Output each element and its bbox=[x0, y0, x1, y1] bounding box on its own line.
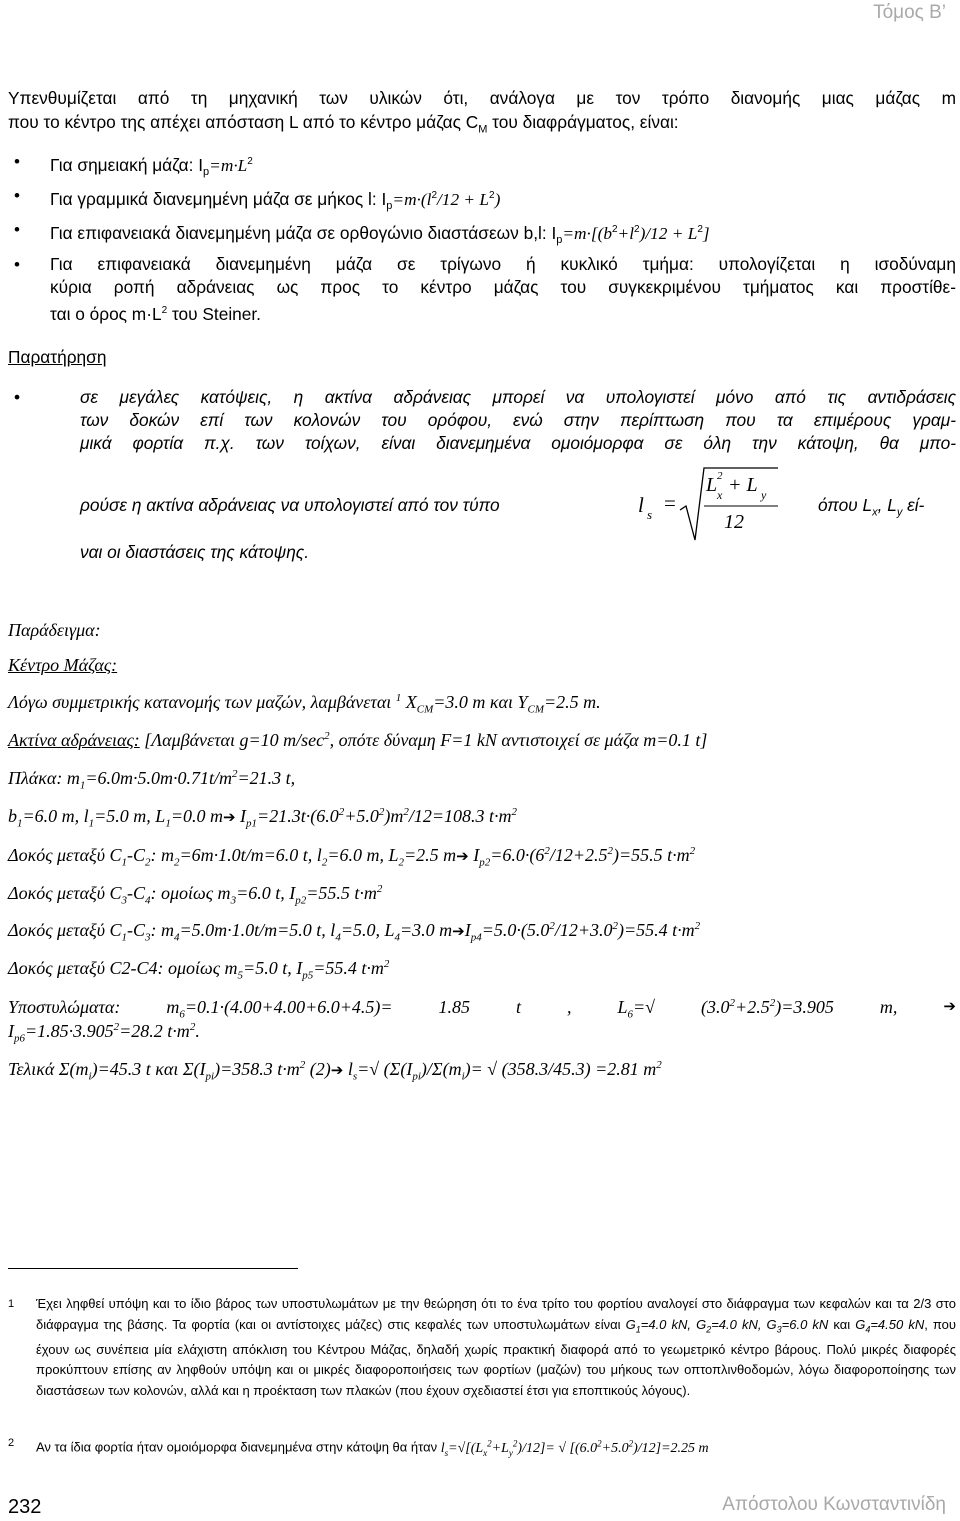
superscript: 2 bbox=[489, 190, 495, 202]
running-footer-author: Απόστολου Κωνσταντινίδη bbox=[722, 1494, 946, 1515]
example-text: =5.0 m, L bbox=[94, 806, 166, 826]
superscript: 2 bbox=[113, 1021, 120, 1033]
subscript: pi bbox=[412, 1070, 421, 1083]
superscript: 2 bbox=[689, 845, 696, 857]
footnote-text: =√[(L bbox=[448, 1440, 484, 1456]
subscript: p bbox=[556, 234, 563, 247]
example-text: =5.0·(5.0 bbox=[481, 920, 550, 940]
columns-line bbox=[8, 997, 956, 1021]
subscript: CM bbox=[527, 703, 545, 716]
example-text: Υποστυλώματα: bbox=[8, 997, 121, 1017]
subscript: 4 bbox=[145, 894, 151, 907]
subscript: s bbox=[444, 1447, 449, 1458]
example-text: )=55.4 t·m bbox=[618, 920, 695, 940]
subscript: 1 bbox=[165, 817, 171, 830]
subscript: p4 bbox=[470, 931, 482, 944]
subscript: p1 bbox=[246, 817, 258, 830]
superscript: 2 bbox=[597, 1438, 602, 1448]
subscript: 1 bbox=[88, 817, 95, 830]
example-text: L bbox=[617, 997, 628, 1017]
subscript: p5 bbox=[302, 969, 314, 982]
example-text: Λόγω συμμετρικής κατανομής των μαζών, λαμβάνεται bbox=[8, 692, 396, 712]
superscript: 2 bbox=[544, 845, 550, 857]
arrow-right-icon: ➔ bbox=[222, 808, 236, 826]
example-text: I bbox=[464, 920, 471, 940]
footnote-text: G bbox=[855, 1316, 866, 1332]
superscript: 2 bbox=[512, 1438, 518, 1448]
superscript: 2 bbox=[161, 304, 168, 316]
example-text: [Λαμβάνεται g=10 m/sec bbox=[139, 730, 325, 750]
example-text: Δοκός μεταξύ C bbox=[8, 883, 122, 903]
running-header: Τόμος Β’ bbox=[873, 2, 946, 23]
superscript: 2 bbox=[656, 1059, 662, 1071]
formula: =m·[(b bbox=[562, 224, 612, 244]
superscript: 2 bbox=[628, 1438, 634, 1448]
example-text: b bbox=[8, 806, 17, 826]
example-text: I bbox=[468, 845, 480, 865]
superscript: 2 bbox=[403, 806, 409, 818]
subscript: 1 bbox=[79, 779, 86, 792]
footnote-number: 1 bbox=[8, 1298, 15, 1310]
beam-c3-c4-line bbox=[8, 883, 382, 907]
footnote-separator bbox=[8, 1268, 298, 1269]
slab-inertia-line bbox=[8, 806, 517, 830]
example-text: =28.2 t·m bbox=[119, 1021, 190, 1041]
subscript: M bbox=[478, 123, 488, 136]
example-text bbox=[701, 997, 834, 1021]
footnote-text: +L bbox=[491, 1440, 509, 1456]
subscript: 5 bbox=[237, 969, 244, 982]
arrow-right-icon: ➔ bbox=[330, 1061, 344, 1079]
beam-c1-c3-line bbox=[8, 920, 700, 944]
example-text: Δοκός μεταξύ C2-C4: ομοίως m bbox=[8, 958, 238, 978]
footnote-text bbox=[36, 1433, 956, 1463]
example-text: )=3.905 bbox=[775, 997, 834, 1017]
remark-text: ρούσε η ακτίνα αδράνειας να υπολογιστεί από τον τύπο bbox=[80, 495, 500, 515]
remark-text: σε μεγάλες κατόψεις, η ακτίνα αδράνειας μπορεί να υπολογιστεί μόνο από τις αντιδράσεις bbox=[80, 387, 956, 407]
footnote-text: Αν τα ίδια φορτία ήταν ομοιόμορφα διανεμημένα στην κάτοψη θα ήταν bbox=[36, 1439, 441, 1455]
superscript: 2 bbox=[697, 224, 703, 236]
superscript: 2 bbox=[189, 1021, 196, 1033]
arrow-right-icon: ➔ bbox=[452, 922, 465, 940]
formula: ) bbox=[494, 189, 501, 209]
subscript: 2 bbox=[321, 856, 328, 869]
footnote-1 bbox=[8, 1294, 956, 1401]
subscript: 3 bbox=[121, 894, 128, 907]
formula-equals: = bbox=[664, 491, 676, 515]
example-text bbox=[618, 997, 656, 1021]
example-text: (2) bbox=[305, 1059, 331, 1079]
footnote-text: =4.50 kN bbox=[870, 1316, 925, 1332]
superscript: 2 bbox=[378, 806, 385, 818]
center-of-mass-line bbox=[8, 692, 601, 716]
formula: ] bbox=[702, 224, 710, 244]
subscript: x bbox=[483, 1447, 488, 1458]
example-text: =0.1·(4.00+4.00+6.0+4.5)= bbox=[184, 997, 393, 1017]
footnote-text: =6.0 kN bbox=[781, 1316, 829, 1332]
remark-text: ναι οι διαστάσεις της κάτοψης. bbox=[80, 542, 309, 562]
subscript: 1 bbox=[121, 931, 128, 944]
subscript: 3 bbox=[776, 1324, 782, 1335]
subscript: 2 bbox=[174, 856, 180, 869]
radius-line bbox=[8, 730, 707, 751]
example-text: I bbox=[235, 806, 247, 826]
example-text: -C bbox=[127, 920, 146, 940]
superscript: 2 bbox=[634, 224, 640, 236]
subscript: p2 bbox=[479, 856, 491, 869]
formula-subscript: s bbox=[647, 507, 653, 522]
example-text: =6.0 t, I bbox=[236, 883, 296, 903]
superscript: 2 bbox=[324, 730, 330, 742]
subscript: i bbox=[88, 1070, 92, 1083]
intro-text: που το κέντρο της απέχει απόσταση L από το κέντρο μάζας C bbox=[8, 112, 479, 132]
example-text: l bbox=[343, 1059, 353, 1079]
subscript: pi bbox=[205, 1070, 215, 1083]
list-item bbox=[8, 184, 956, 218]
list-item bbox=[8, 150, 956, 184]
superscript: 2 bbox=[612, 920, 619, 932]
subscript: p bbox=[203, 166, 210, 179]
footnote-text: l bbox=[440, 1440, 445, 1456]
example-text: Δοκός μεταξύ C bbox=[8, 920, 122, 940]
example-text: =6.0·(6 bbox=[490, 845, 545, 865]
list-item bbox=[8, 253, 956, 326]
formula: =m·(l bbox=[392, 189, 432, 209]
footnote-text: Έχει ληφθεί υπόψη και το ίδιο βάρος των υποστυλωμάτων με την θεώρηση ότι το ένα τρίτο του φορτίου αναλογεί στο διάφραγμα των κεφαλών και τα 2/3 στο διάφραγμα της βάσης. Τα φορτία (και οι αντίστοιχες μάζες) στις κεφαλές των υποστυλωμάτων είναι bbox=[36, 1296, 956, 1332]
radius-label: Ακτίνα αδράνειας: bbox=[8, 730, 140, 750]
example-text: , bbox=[567, 997, 572, 1017]
formula-subscript: x bbox=[717, 488, 723, 502]
footnote-number: 2 bbox=[8, 1437, 15, 1449]
formula-lhs: l bbox=[638, 493, 644, 517]
item-text: Για επιφανειακά διανεμημένη μάζα σε ορθογώνιο διαστάσεων b,l: I bbox=[50, 223, 557, 244]
example-text: =6.0m·5.0m·0.71t/m bbox=[85, 768, 232, 788]
subscript: 6 bbox=[179, 1008, 185, 1021]
formula: =m·L bbox=[209, 155, 248, 175]
remark-title: Παρατήρηση bbox=[8, 347, 107, 367]
subscript: p bbox=[386, 200, 393, 213]
remark-text: των δοκών επί των κολονών του ορόφου, ενώ στην περίπτωση που τα επιμέρους γραμ- bbox=[80, 410, 956, 430]
example-text: t bbox=[516, 997, 522, 1017]
example-text: , οπότε δύναμη F=1 kN αντιστοιχεί σε μάζα m=0.1 t] bbox=[329, 730, 708, 750]
example-text: =1.85·3.905 bbox=[25, 1021, 114, 1041]
example-text: 1.85 bbox=[438, 997, 471, 1017]
superscript: 2 bbox=[338, 806, 345, 818]
footnote-text: G bbox=[625, 1316, 636, 1332]
example-text: Δοκός μεταξύ C bbox=[8, 845, 122, 865]
example-text: =3.0 m bbox=[399, 920, 453, 940]
example-text: (3.0 bbox=[701, 997, 730, 1017]
example-text: X bbox=[401, 692, 417, 712]
subscript: 4 bbox=[335, 931, 341, 944]
example-text: : m bbox=[150, 845, 175, 865]
superscript: 2 bbox=[611, 224, 618, 236]
subscript: 6 bbox=[627, 1008, 634, 1021]
subscript: CM bbox=[416, 703, 434, 716]
subscript: 4 bbox=[394, 931, 400, 944]
item-text: Για σημειακή μάζα: I bbox=[50, 154, 204, 175]
subscript: p6 bbox=[14, 1032, 25, 1045]
mass-distribution-list bbox=[8, 150, 956, 325]
intro-text: του διαφράγματος, είναι: bbox=[487, 112, 679, 132]
footnote-text bbox=[36, 1294, 956, 1401]
example-text: =21.3 t, bbox=[237, 768, 296, 788]
subscript: 1 bbox=[635, 1324, 641, 1335]
remark-text: , L bbox=[877, 495, 897, 515]
subscript: 2 bbox=[145, 856, 151, 869]
superscript: 2 bbox=[511, 806, 518, 818]
subscript: 1 bbox=[17, 817, 23, 830]
example-text: =5.0m·1.0t/m=5.0 t, l bbox=[179, 920, 336, 940]
footnote-text: )/12]= √ [(6.0 bbox=[517, 1440, 598, 1456]
example-text: -C bbox=[127, 883, 146, 903]
subscript: x bbox=[872, 506, 878, 519]
example-text: =2.5 m. bbox=[544, 692, 601, 712]
item-text: • Για επιφανειακά διανεμημένη μάζα σε τρίγωνο ή κυκλικό τμήμα: υπολογίζεται η ισοδύναμη bbox=[50, 253, 956, 274]
superscript: 2 bbox=[299, 1059, 306, 1071]
page-number: 232 bbox=[8, 1496, 42, 1518]
list-item bbox=[8, 218, 956, 252]
example-text: . bbox=[195, 1021, 200, 1041]
bullet-icon: • bbox=[14, 387, 21, 407]
arrow-right-icon: ➔ bbox=[943, 997, 956, 1015]
formula-subscript: y bbox=[761, 488, 767, 502]
example-text: =55.4 t·m bbox=[313, 958, 384, 978]
example-text: +5.0 bbox=[344, 806, 379, 826]
beam-c2-c4-line bbox=[8, 958, 389, 982]
example-text: +2.5 bbox=[735, 997, 770, 1017]
subscript: s bbox=[352, 1070, 358, 1083]
subscript: 4 bbox=[174, 931, 180, 944]
superscript: 2 bbox=[694, 920, 701, 932]
example-text: -C bbox=[127, 845, 146, 865]
example-text: =2.5 m bbox=[403, 845, 457, 865]
footnote-ref: 1 bbox=[395, 692, 402, 704]
example-text: /12+3.0 bbox=[554, 920, 613, 940]
example-text: =6m·1.0t/m=6.0 t, l bbox=[179, 845, 322, 865]
formula-numerator: + L bbox=[728, 474, 758, 496]
example-text: )=358.3 t·m bbox=[214, 1059, 300, 1079]
remark-text bbox=[818, 494, 924, 524]
superscript: 2 bbox=[231, 768, 238, 780]
example-text: /12=108.3 t·m bbox=[408, 806, 512, 826]
formula: )/12 + L bbox=[639, 224, 698, 244]
example-text: )= √ (358.3/45.3) =2.81 m bbox=[464, 1059, 657, 1079]
example-text: )=45.3 t και Σ(I bbox=[91, 1059, 206, 1079]
intro-line-1 bbox=[8, 87, 956, 110]
formula: +l bbox=[617, 224, 635, 244]
footnote-text: , που έχουν ως συνέπεια μία ελάχιστη απόκλιση του Κέντρου Μάζας, δηλαδή χωρίς πρακτική διαφορά από το γεωμετρικό κέντρο βάρους. Πολύ μικρές διαφορές προκύπτουν επίσης αν ληφθούν υπόψη και οι μικρές διαφοροποιήσεις των φορτίων (μαζών) του μήκους των οπτοπλινθοδομών, λόγω διαφοροποίησης των διαστάσεων των κολονών, αλλά και η προέκταση των πλακών (που έχουν σχεδιαστεί έτσι για εποπτικούς λόγους). bbox=[36, 1316, 957, 1398]
beam-c1-c2-line bbox=[8, 845, 695, 869]
example-text: Πλάκα: m bbox=[8, 768, 80, 788]
footnote-text: +5.0 bbox=[601, 1440, 629, 1456]
example-text: )=55.5 t·m bbox=[613, 845, 690, 865]
subscript: y bbox=[508, 1447, 513, 1458]
superscript: 2 bbox=[247, 156, 253, 167]
subscript: 3 bbox=[145, 931, 151, 944]
superscript: 2 bbox=[383, 958, 390, 970]
subscript: 2 bbox=[398, 856, 404, 869]
example-text: =√ bbox=[633, 997, 656, 1017]
subscript: 1 bbox=[121, 856, 128, 869]
example-text: =0.0 m bbox=[170, 806, 223, 826]
remark-text: όπου L bbox=[818, 495, 873, 515]
subscript: 3 bbox=[230, 894, 237, 907]
example-text: : m bbox=[150, 920, 175, 940]
intro-text: Υπενθυμίζεται από τη μηχανική των υλικών ότι, ανάλογα με τον τρόπο διανομής μιας μάζας m bbox=[8, 88, 956, 108]
arrow-right-icon: ➔ bbox=[456, 847, 469, 865]
subscript: 2 bbox=[706, 1324, 712, 1335]
remark-block bbox=[8, 386, 956, 455]
subscript: i bbox=[461, 1070, 465, 1083]
superscript: 2 bbox=[376, 883, 383, 895]
example-title: Παράδειγμα: bbox=[8, 620, 101, 640]
superscript: 2 bbox=[431, 190, 437, 202]
superscript: 2 bbox=[769, 997, 776, 1009]
columns-inertia-line bbox=[8, 1021, 200, 1045]
footnote-text: και bbox=[828, 1316, 856, 1332]
example-text: =5.0 t, I bbox=[243, 958, 303, 978]
example-text: =6.0 m, L bbox=[327, 845, 399, 865]
intro-line-2 bbox=[8, 111, 679, 141]
superscript: 2 bbox=[729, 997, 736, 1009]
superscript: 2 bbox=[607, 845, 613, 857]
item-text: ται ο όρος m·L bbox=[50, 303, 162, 324]
subscript: 4 bbox=[865, 1324, 871, 1335]
example-text: /12+2.5 bbox=[549, 845, 608, 865]
superscript: 2 bbox=[487, 1438, 492, 1448]
example-text: : ομοίως m bbox=[150, 883, 231, 903]
radius-of-gyration-formula bbox=[638, 466, 778, 546]
footnote-2 bbox=[8, 1433, 956, 1463]
remark-text: εί- bbox=[902, 495, 925, 515]
example-text bbox=[166, 997, 392, 1021]
example-text: I bbox=[8, 1021, 14, 1041]
slab-line bbox=[8, 768, 295, 792]
example-text: m, bbox=[879, 997, 898, 1017]
formula-numerator: L bbox=[706, 474, 718, 496]
example-text: =√ (Σ(I bbox=[357, 1059, 413, 1079]
formula: /12 + L bbox=[437, 189, 489, 209]
total-line bbox=[8, 1059, 662, 1083]
example-text: =6.0 m, l bbox=[22, 806, 89, 826]
example-text: =5.0, L bbox=[340, 920, 395, 940]
superscript: 2 bbox=[549, 920, 555, 932]
example-text: )/Σ(m bbox=[420, 1059, 462, 1079]
item-text: κύρια ροπή αδράνειας ως προς το κέντρο μάζας του συγκεκριμένου τμήματος και προστίθε- bbox=[50, 276, 956, 297]
center-of-mass-title: Κέντρο Μάζας: bbox=[8, 655, 118, 675]
footnote-text: =4.0 kN, G bbox=[711, 1316, 777, 1332]
subscript: p2 bbox=[295, 894, 307, 907]
footnote-text: =4.0 kN, G bbox=[640, 1316, 707, 1332]
formula-denominator: 12 bbox=[724, 511, 744, 533]
footnote-text: )/12]=2.25 m bbox=[633, 1440, 709, 1456]
example-text: Τελικά Σ(m bbox=[8, 1059, 89, 1079]
formula-superscript: 2 bbox=[717, 470, 723, 482]
item-text: του Steiner. bbox=[167, 303, 261, 324]
example-text: =3.0 m και Y bbox=[433, 692, 528, 712]
subscript: y bbox=[896, 506, 903, 519]
remark-text: μικά φορτία π.χ. των τοίχων, είναι διανεμημένα ομοιόμορφα σε όλη την κάτοψη, θα μπο- bbox=[80, 433, 956, 453]
example-text: =55.5 t·m bbox=[306, 883, 377, 903]
item-text: Για γραμμικά διανεμημένη μάζα σε μήκος l: I bbox=[50, 188, 387, 209]
example-text: )m bbox=[384, 806, 404, 826]
example-text: =21.3t·(6.0 bbox=[257, 806, 339, 826]
example-text: m bbox=[166, 997, 180, 1017]
